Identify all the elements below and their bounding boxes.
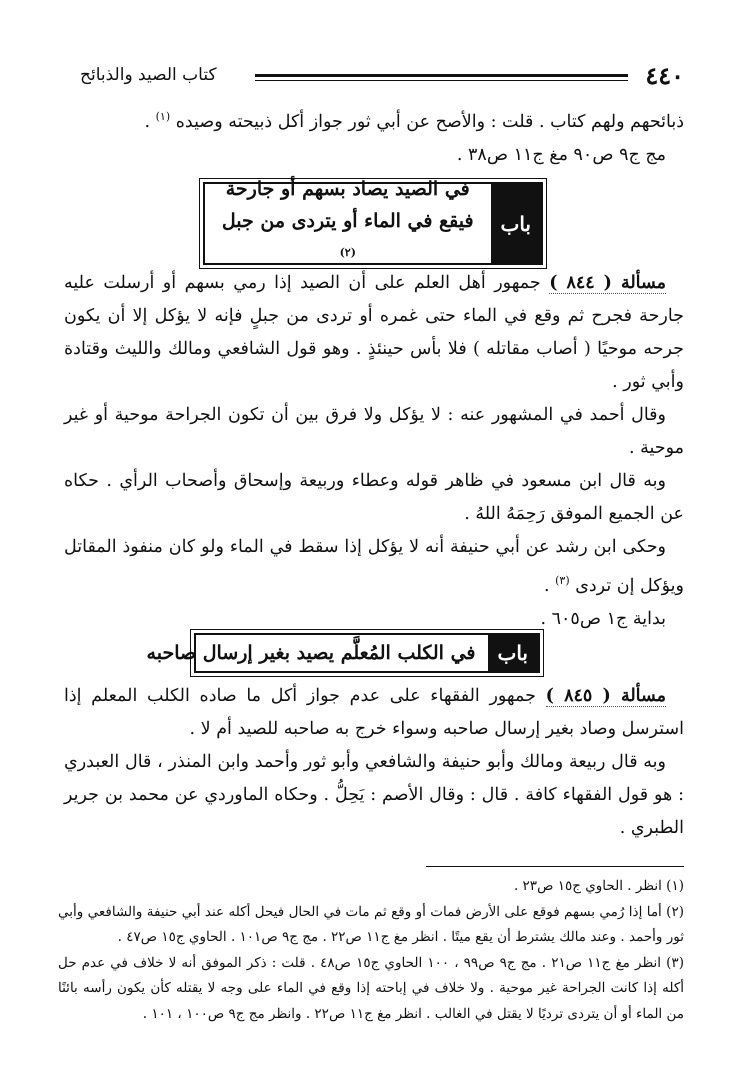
page-header [80, 62, 684, 92]
footnote-marker-3: (٣) [555, 574, 570, 587]
header-rule [255, 74, 628, 81]
footnotes [58, 874, 684, 1027]
footnote-rule [426, 866, 684, 867]
masala-paragraph: مسألة ( ٨٤٤ ) جمهور أهل العلم على أن الصيد إذا رمي بسهم أو أرسلت عليه جارحة فجرح ثم وقع في الماء حتى غمره أو تردى من جبلٍ فإنه لا يؤكل إلا أن يكون جرحه موحيًا ( أصاب مقاتله ) فلا بأس حينئذٍ . وهو قول الشافعي ومالك والليث وقتادة وأبي ثور . [64, 273, 684, 392]
paragraph: وقال أحمد في المشهور عنه : لا يؤكل ولا فرق بين أن تكون الجراحة موحية أو غير موحية . [64, 405, 684, 458]
paragraph: وبه قال ابن مسعود في ظاهر قوله وعطاء وربيعة وإسحاق وأصحاب الرأي . حكاه عن الجميع الموفق رَحِمَهُ اللهُ . [64, 471, 684, 524]
bab-label: باب [488, 635, 539, 671]
footnote-3: (٣) انظر مغ ج١١ ص٢١ . مج ج٩ ص٩٩ ، ١٠٠ الحاوي ج١٥ ص٤٨ . قلت : ذكر الموفق أنه لا خلاف في عدم حل أكله إذا كانت الجراحة غير موحية . ولا خلاف في إباحته إذا وقع في الماء على وجه لا يقتله كأن يكون رأسه بائنًا من الماء أو أن يتردى ترديًا لا يقتل في الغالب . انظر مغ ج١١ ص٢٢ . وانظر مج ج٩ ص١٠٠ ، ١٠١ . [58, 954, 684, 1022]
chapter-heading-1 [199, 178, 547, 269]
footnote-1: (١) انظر . الحاوي ج١٥ ص٢٣ . [513, 878, 684, 894]
masala-845 [64, 680, 684, 845]
masala-label: مسألة ( ٨٤٥ ) [545, 686, 666, 706]
footnote-marker-2: (٢) [339, 246, 356, 260]
chapter-heading-2 [146, 629, 544, 677]
footnote-2: (٢) أما إذا رُمي بسهم فوقع على الأرض فمات أو وقع ثم مات في الحال فيحل أكله عند أبي حنيفة والشافعي وأبي ثور وأحمد . وعند مالك يشترط أن يقع ميتًا . انظر مغ ج١١ ص٢٢ . مج ج٩ ص١٠١ . الحاوي ج١٥ ص٤٧ . [58, 903, 684, 945]
reference-line: مج ج٩ ص٩٠ مغ ج١١ ص٣٨ . [456, 144, 666, 165]
top-section [64, 100, 684, 172]
bab-label: باب [491, 184, 542, 263]
reference-line: بداية ج١ ص٦٠٥ . [540, 608, 666, 629]
chapter-title: في الكلب المُعلَّم يصيد بغير إرسال صاحبه [146, 642, 476, 664]
masala-paragraph: مسألة ( ٨٤٥ ) جمهور الفقهاء على عدم جواز أكل ما صاده الكلب المعلم إذا استرسل وصاد بغير إرسال صاحبه وسواء خرج به صاحبه للصيد أم لا . [64, 686, 684, 739]
page-number: ٤٤٠ [645, 61, 684, 90]
paragraph: وحكى ابن رشد عن أبي حنيفة أنه لا يؤكل إذا سقط في الماء ولو كان منفوذ المقاتل ويؤكل إن تردى $^{(٣)}$ . [64, 537, 684, 596]
footnote-marker-1: (١) [155, 110, 171, 123]
masala-label: مسألة ( ٨٤٤ ) [549, 273, 666, 293]
chapter-title: في الصيد يصاد بسهم أو جارحة فيقع في الماء أو يتردى من جبل $^{(٢)}$ [221, 178, 474, 260]
paragraph: وبه قال ربيعة ومالك وأبو حنيفة والشافعي وأبو ثور وأحمد وابن المنذر ، قال العبدري : هو قول الفقهاء كافة . قال : وقال الأصم : يَحِلُّ . وحكاه الماوردي عن محمد بن جرير الطبري . [64, 752, 684, 838]
top-paragraph: ذبائحهم ولهم كتاب . قلت : والأصح عن أبي ثور جواز أكل ذبيحته وصيده $^{(١)}$ . [144, 110, 684, 132]
masala-844 [64, 267, 684, 636]
running-title: كتاب الصيد والذبائح [80, 65, 217, 85]
